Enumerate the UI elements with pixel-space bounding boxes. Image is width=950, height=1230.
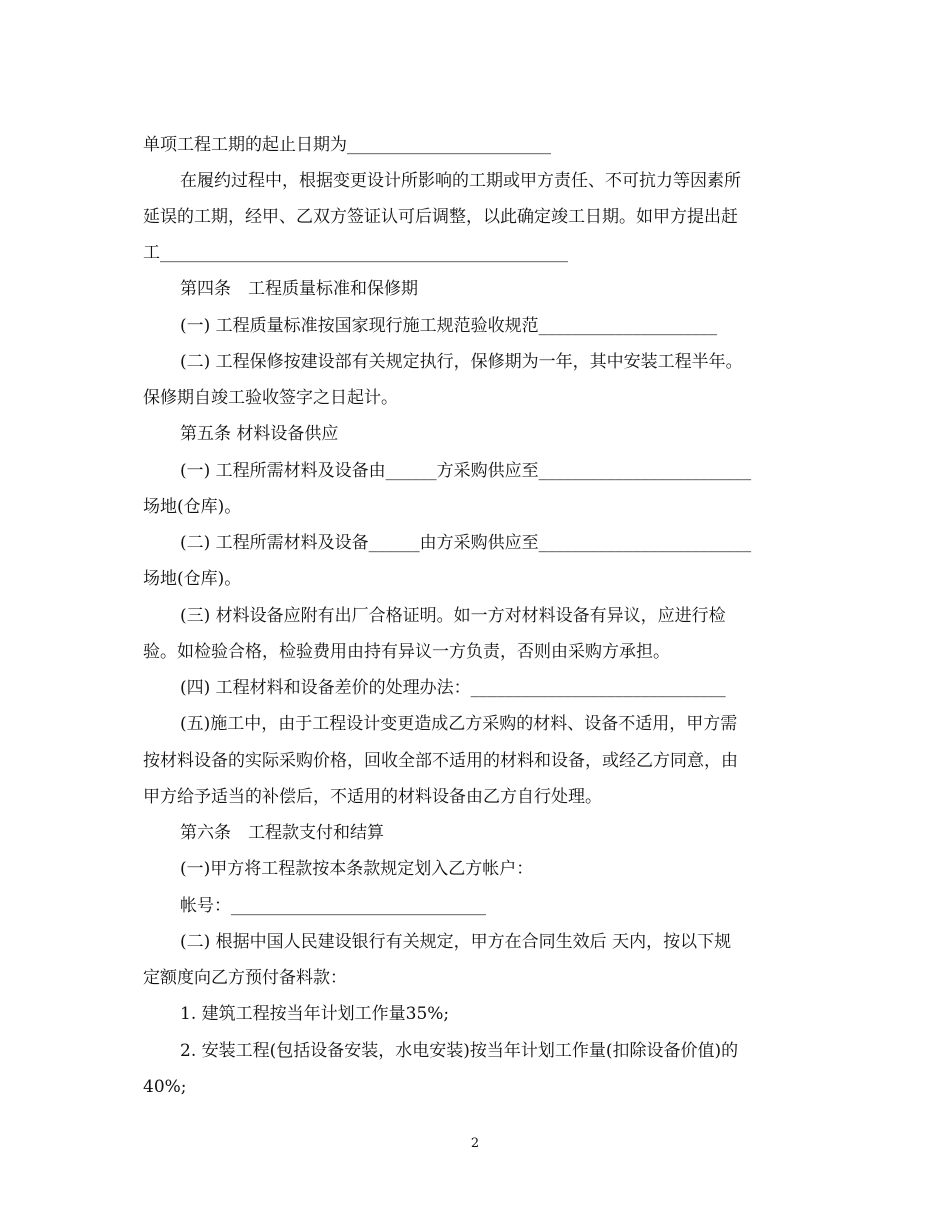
list-item: 1. 建筑工程按当年计划工作量35%; (180, 1004, 450, 1024)
text-line: (二) 工程所需材料及设备______由方采购供应至_________________________ (180, 533, 752, 553)
text-line: (二) 工程保修按建设部有关规定执行，保修期为一年，其中安装工程半年。 (180, 352, 743, 372)
text-line: 定额度向乙方预付备料款： (143, 968, 347, 988)
article-heading: 第五条 材料设备供应 (180, 424, 339, 444)
text-line: 场地(仓库)。 (143, 569, 242, 589)
text-line: 在履约过程中，根据变更设计所影响的工期或甲方责任、不可抗力等因素所 (180, 171, 741, 191)
text-line: 保修期自竣工验收签字之日起计。 (143, 388, 398, 408)
text-line: (四) 工程材料和设备差价的处理办法：______________________________ (180, 678, 726, 698)
account-line: 帐号：______________________________ (180, 896, 486, 916)
text-line: (三) 材料设备应附有出厂合格证明。如一方对材料设备有异议，应进行检 (180, 606, 726, 626)
text-line: 工________________________________________________ (143, 243, 568, 263)
article-heading: 第六条 工程款支付和结算 (180, 823, 384, 843)
text-line: (一)甲方将工程款按本条款规定划入乙方帐户： (180, 859, 534, 879)
text-line: 延误的工期，经甲、乙双方签证认可后调整，以此确定竣工日期。如甲方提出赶 (143, 207, 738, 227)
text-line: 按材料设备的实际采购价格，回收全部不适用的材料和设备，或经乙方同意，由 (143, 751, 738, 771)
text-line: 单项工程工期的起止日期为________________________ (143, 135, 551, 155)
text-line: (一) 工程所需材料及设备由______方采购供应至_________________________ (180, 461, 752, 481)
text-line: (五)施工中，由于工程设计变更造成乙方采购的材料、设备不适用，甲方需 (180, 714, 738, 734)
text-line: 验。如检验合格，检验费用由持有异议一方负责，否则由采购方承担。 (143, 642, 670, 662)
text-line: 甲方给予适当的补偿后，不适用的材料设备由乙方自行处理。 (143, 787, 602, 807)
page-number: 2 (470, 1136, 480, 1151)
text-line: (二) 根据中国人民建设银行有关规定，甲方在合同生效后 天内，按以下规 (180, 932, 732, 952)
list-item: 2. 安装工程(包括设备安装，水电安装)按当年计划工作量(扣除设备价值)的 (180, 1041, 739, 1061)
text-line: 场地(仓库)。 (143, 497, 242, 517)
article-heading: 第四条 工程质量标准和保修期 (180, 279, 418, 299)
text-line: 40%; (143, 1077, 187, 1097)
text-line: (一) 工程质量标准按国家现行施工规范验收规范_____________________ (180, 316, 718, 336)
